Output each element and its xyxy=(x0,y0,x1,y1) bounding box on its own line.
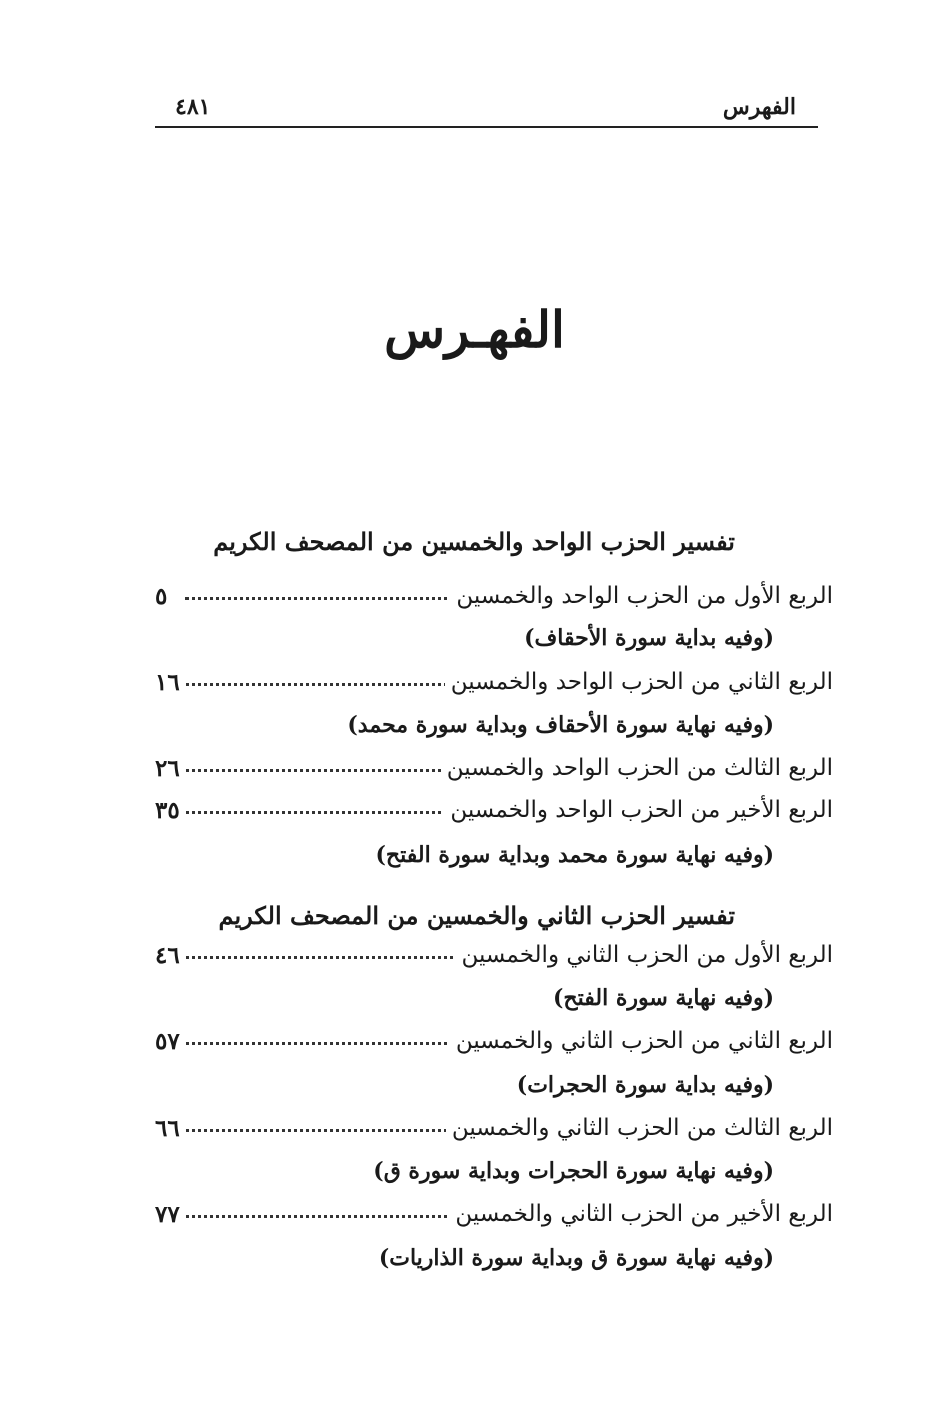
entry-page-number: ٤٦ xyxy=(155,942,186,969)
entry-page-number: ٧٧ xyxy=(155,1201,186,1228)
toc-entry xyxy=(155,1115,833,1149)
running-header xyxy=(155,88,818,128)
entry-label: الربع الثالث من الحزب الواحد والخمسين xyxy=(441,755,833,781)
header-title: الفهرس xyxy=(722,94,796,120)
entry-label: الربع الثاني من الحزب الثاني والخمسين xyxy=(450,1028,833,1054)
entry-label: الربع الأول من الحزب الواحد والخمسين xyxy=(450,583,833,609)
section-heading: تفسير الحزب الثاني والخمسين من المصحف الكريم xyxy=(218,901,735,930)
toc-entry xyxy=(155,797,833,831)
entry-label: الربع الثاني من الحزب الواحد والخمسين xyxy=(445,669,833,695)
toc-entry xyxy=(155,669,833,703)
entry-label: الربع الثالث من الحزب الثاني والخمسين xyxy=(446,1115,833,1141)
entry-page-number: ٣٥ xyxy=(155,797,186,824)
toc-entry xyxy=(155,942,833,976)
entry-label: الربع الأخير من الحزب الواحد والخمسين xyxy=(444,797,833,823)
entry-page-number: ١٦ xyxy=(155,669,186,696)
entry-label: الربع الأخير من الحزب الثاني والخمسين xyxy=(449,1201,833,1227)
entry-label: الربع الأول من الحزب الثاني والخمسين xyxy=(455,942,833,968)
entry-note: (وفيه نهاية سورة ق وبداية سورة الذاريات) xyxy=(378,1245,774,1271)
entry-note: (وفيه نهاية سورة الحجرات وبداية سورة ق) xyxy=(373,1158,774,1184)
entry-page-number: ٦٦ xyxy=(155,1115,186,1142)
entry-note: (وفيه نهاية سورة الأحقاف وبداية سورة محمد) xyxy=(347,712,774,738)
section-heading: تفسير الحزب الواحد والخمسين من المصحف الكريم xyxy=(213,527,735,556)
entry-note: (وفيه بداية سورة الحجرات) xyxy=(516,1072,774,1098)
toc-entry xyxy=(155,1201,833,1235)
entry-page-number: ٢٦ xyxy=(155,755,186,782)
entry-note: (وفيه بداية سورة الأحقاف) xyxy=(524,625,774,651)
entry-note: (وفيه نهاية سورة الفتح) xyxy=(553,985,774,1011)
page-title: الفهـرس xyxy=(384,300,565,359)
entry-page-number: ٥ xyxy=(155,583,173,610)
toc-entry xyxy=(155,1028,833,1062)
entry-note: (وفيه نهاية سورة محمد وبداية سورة الفتح) xyxy=(375,842,774,868)
toc-entry xyxy=(155,755,833,789)
entry-page-number: ٥٧ xyxy=(155,1028,186,1055)
header-page-number: ٤٨١ xyxy=(175,94,211,120)
toc-entry xyxy=(155,583,833,617)
